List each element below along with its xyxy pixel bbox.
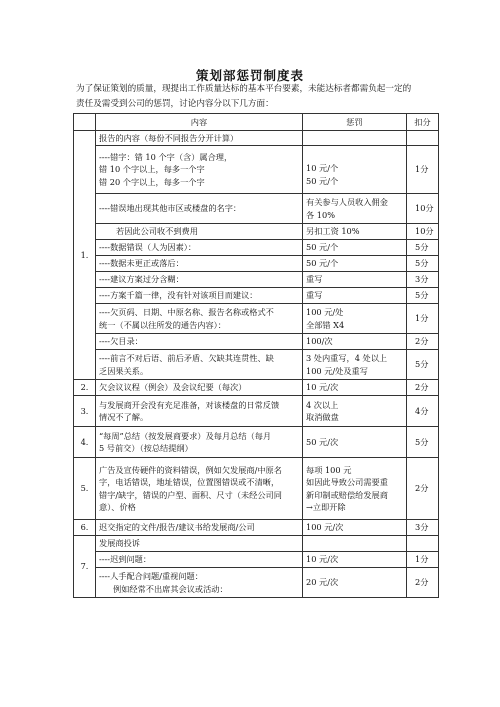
section-number: 4. (74, 427, 96, 458)
row-penalty: 另扣工资 10% (303, 224, 407, 240)
row-content: ----前言不对后语、前后矛盾、欠缺其连贯性、缺 乏因果关系。 (96, 350, 303, 380)
row-points: 1分 (407, 146, 439, 194)
row-penalty: 重写 (303, 288, 407, 304)
row-penalty: 50 元/次 (303, 427, 407, 458)
row-points: 10分 (407, 194, 439, 224)
penalty-table (73, 113, 439, 598)
table-row (74, 334, 439, 350)
row-penalty: 有关参与人员收入佣金 各 10% (303, 194, 407, 224)
row-penalty: 每项 100 元 如因此导致公司需要重 新印制或赔偿给发展商 →立即开除 (303, 458, 407, 520)
table-row (74, 568, 439, 598)
row-points: 5分 (407, 350, 439, 380)
header-penalty: 惩罚 (303, 114, 407, 131)
row-penalty: 3 处内重写，4 处以上 100 元/处及重写 (303, 350, 407, 380)
header-blank (74, 114, 96, 131)
table-row (74, 552, 439, 568)
intro-paragraph (76, 82, 436, 112)
row-penalty: 100 元/次 (303, 520, 407, 536)
table-row (74, 520, 439, 536)
table-row (74, 272, 439, 288)
table-row (74, 256, 439, 272)
row-points: 5分 (407, 427, 439, 458)
row-points: 2分 (407, 334, 439, 350)
row-points: 1分 (407, 552, 439, 568)
section-heading: 发展商投诉 (96, 536, 303, 552)
row-penalty: 4 次以上 取消做盘 (303, 396, 407, 427)
section-number: 6. (74, 520, 96, 536)
row-content: ----方案千篇一律，没有针对该项目而建议： (96, 288, 303, 304)
row-points: 2分 (407, 380, 439, 396)
row-content: ----迟到问题： (96, 552, 303, 568)
row-points: 2分 (407, 458, 439, 520)
row-content: 与发展商开会没有充足准备，对该楼盘的日常反馈 情况不了解。 (96, 396, 303, 427)
intro-line-2: 责任及需受到公司的惩罚，讨论内容分以下几方面： (76, 99, 274, 109)
table-row (74, 380, 439, 396)
row-points: 5分 (407, 240, 439, 256)
row-points: 4分 (407, 396, 439, 427)
row-content: ----欠页码、日期、中原名称、报告名称或格式不 统一（不属以往所发的通告内容）： (96, 304, 303, 334)
row-content: 欠会议议程（例会）及会议纪要（每次） (96, 380, 303, 396)
row-content: “每周”总结（按发展商要求）及每月总结（每月 5 号前交）（按总结提纲） (96, 427, 303, 458)
table-row (74, 350, 439, 380)
row-penalty: 20 元/次 (303, 568, 407, 598)
row-content: ----错误地出现其他市区或楼盘的名字： (96, 194, 303, 224)
section-number: 1. (74, 131, 96, 380)
section-number: 2. (74, 380, 96, 396)
row-points: 5分 (407, 288, 439, 304)
table-row (74, 240, 439, 256)
row-penalty: 100 元/处 全部错 X4 (303, 304, 407, 334)
row-points: 3分 (407, 272, 439, 288)
header-content: 内容 (96, 114, 303, 131)
table-row (74, 536, 439, 552)
table-row (74, 427, 439, 458)
table-row (74, 396, 439, 427)
table-row (74, 194, 439, 224)
section-number: 5. (74, 458, 96, 520)
row-penalty: 10 元/个 50 元/个 (303, 146, 407, 194)
row-content: 迟交指定的文件/报告/建议书给发展商/公司 (96, 520, 303, 536)
table-row (74, 288, 439, 304)
row-points: 2分 (407, 568, 439, 598)
table-row (74, 146, 439, 194)
row-points: 10分 (407, 224, 439, 240)
row-content: ----数据未更正或落后： (96, 256, 303, 272)
row-penalty: 重写 (303, 272, 407, 288)
header-points: 扣分 (407, 114, 439, 131)
row-penalty: 100/次 (303, 334, 407, 350)
table-row (74, 304, 439, 334)
document-title: 策划部惩罚制度表 (195, 68, 304, 83)
row-content: 广告及宣传硬件的资料错误，例如欠发展商/中原名 字，电话错误，地址错误，位置图错误或不清晰， 错字/缺字，错误的户型、面积、尺寸（未经公司同 意）、价格 (96, 458, 303, 520)
section-number: 3. (74, 396, 96, 427)
row-content: ----数据错误（人为因素）： (96, 240, 303, 256)
section-heading: 报告的内容（每份不同报告分开计算） (96, 131, 303, 146)
table-header-row (74, 114, 439, 131)
table-row (74, 131, 439, 146)
row-content: ----建议方案过分含糊： (96, 272, 303, 288)
row-content: 若因此公司收不到费用 (96, 224, 303, 240)
row-penalty: 10 元/次 (303, 552, 407, 568)
row-penalty: 50 元/个 (303, 240, 407, 256)
table-row (74, 458, 439, 520)
row-content: ----错字：错 10 个字（含）属合理， 错 10 个字以上，每多一个字 错 20 个字以上，每多一个字 (96, 146, 303, 194)
row-points: 3分 (407, 520, 439, 536)
row-content: ----人手配合问题/重视问题： 例如经常不出席其会议或活动： (96, 568, 303, 598)
table-row (74, 224, 439, 240)
row-penalty: 10 元/次 (303, 380, 407, 396)
section-number: 7. (74, 536, 96, 598)
row-penalty: 50 元/个 (303, 256, 407, 272)
intro-line-1: 为了保证策划的质量，现提出工作质量达标的基本平台要素，未能达标者都需负起一定的 (76, 84, 412, 94)
row-points: 5分 (407, 256, 439, 272)
row-points: 1分 (407, 304, 439, 334)
row-content: ----欠目录： (96, 334, 303, 350)
